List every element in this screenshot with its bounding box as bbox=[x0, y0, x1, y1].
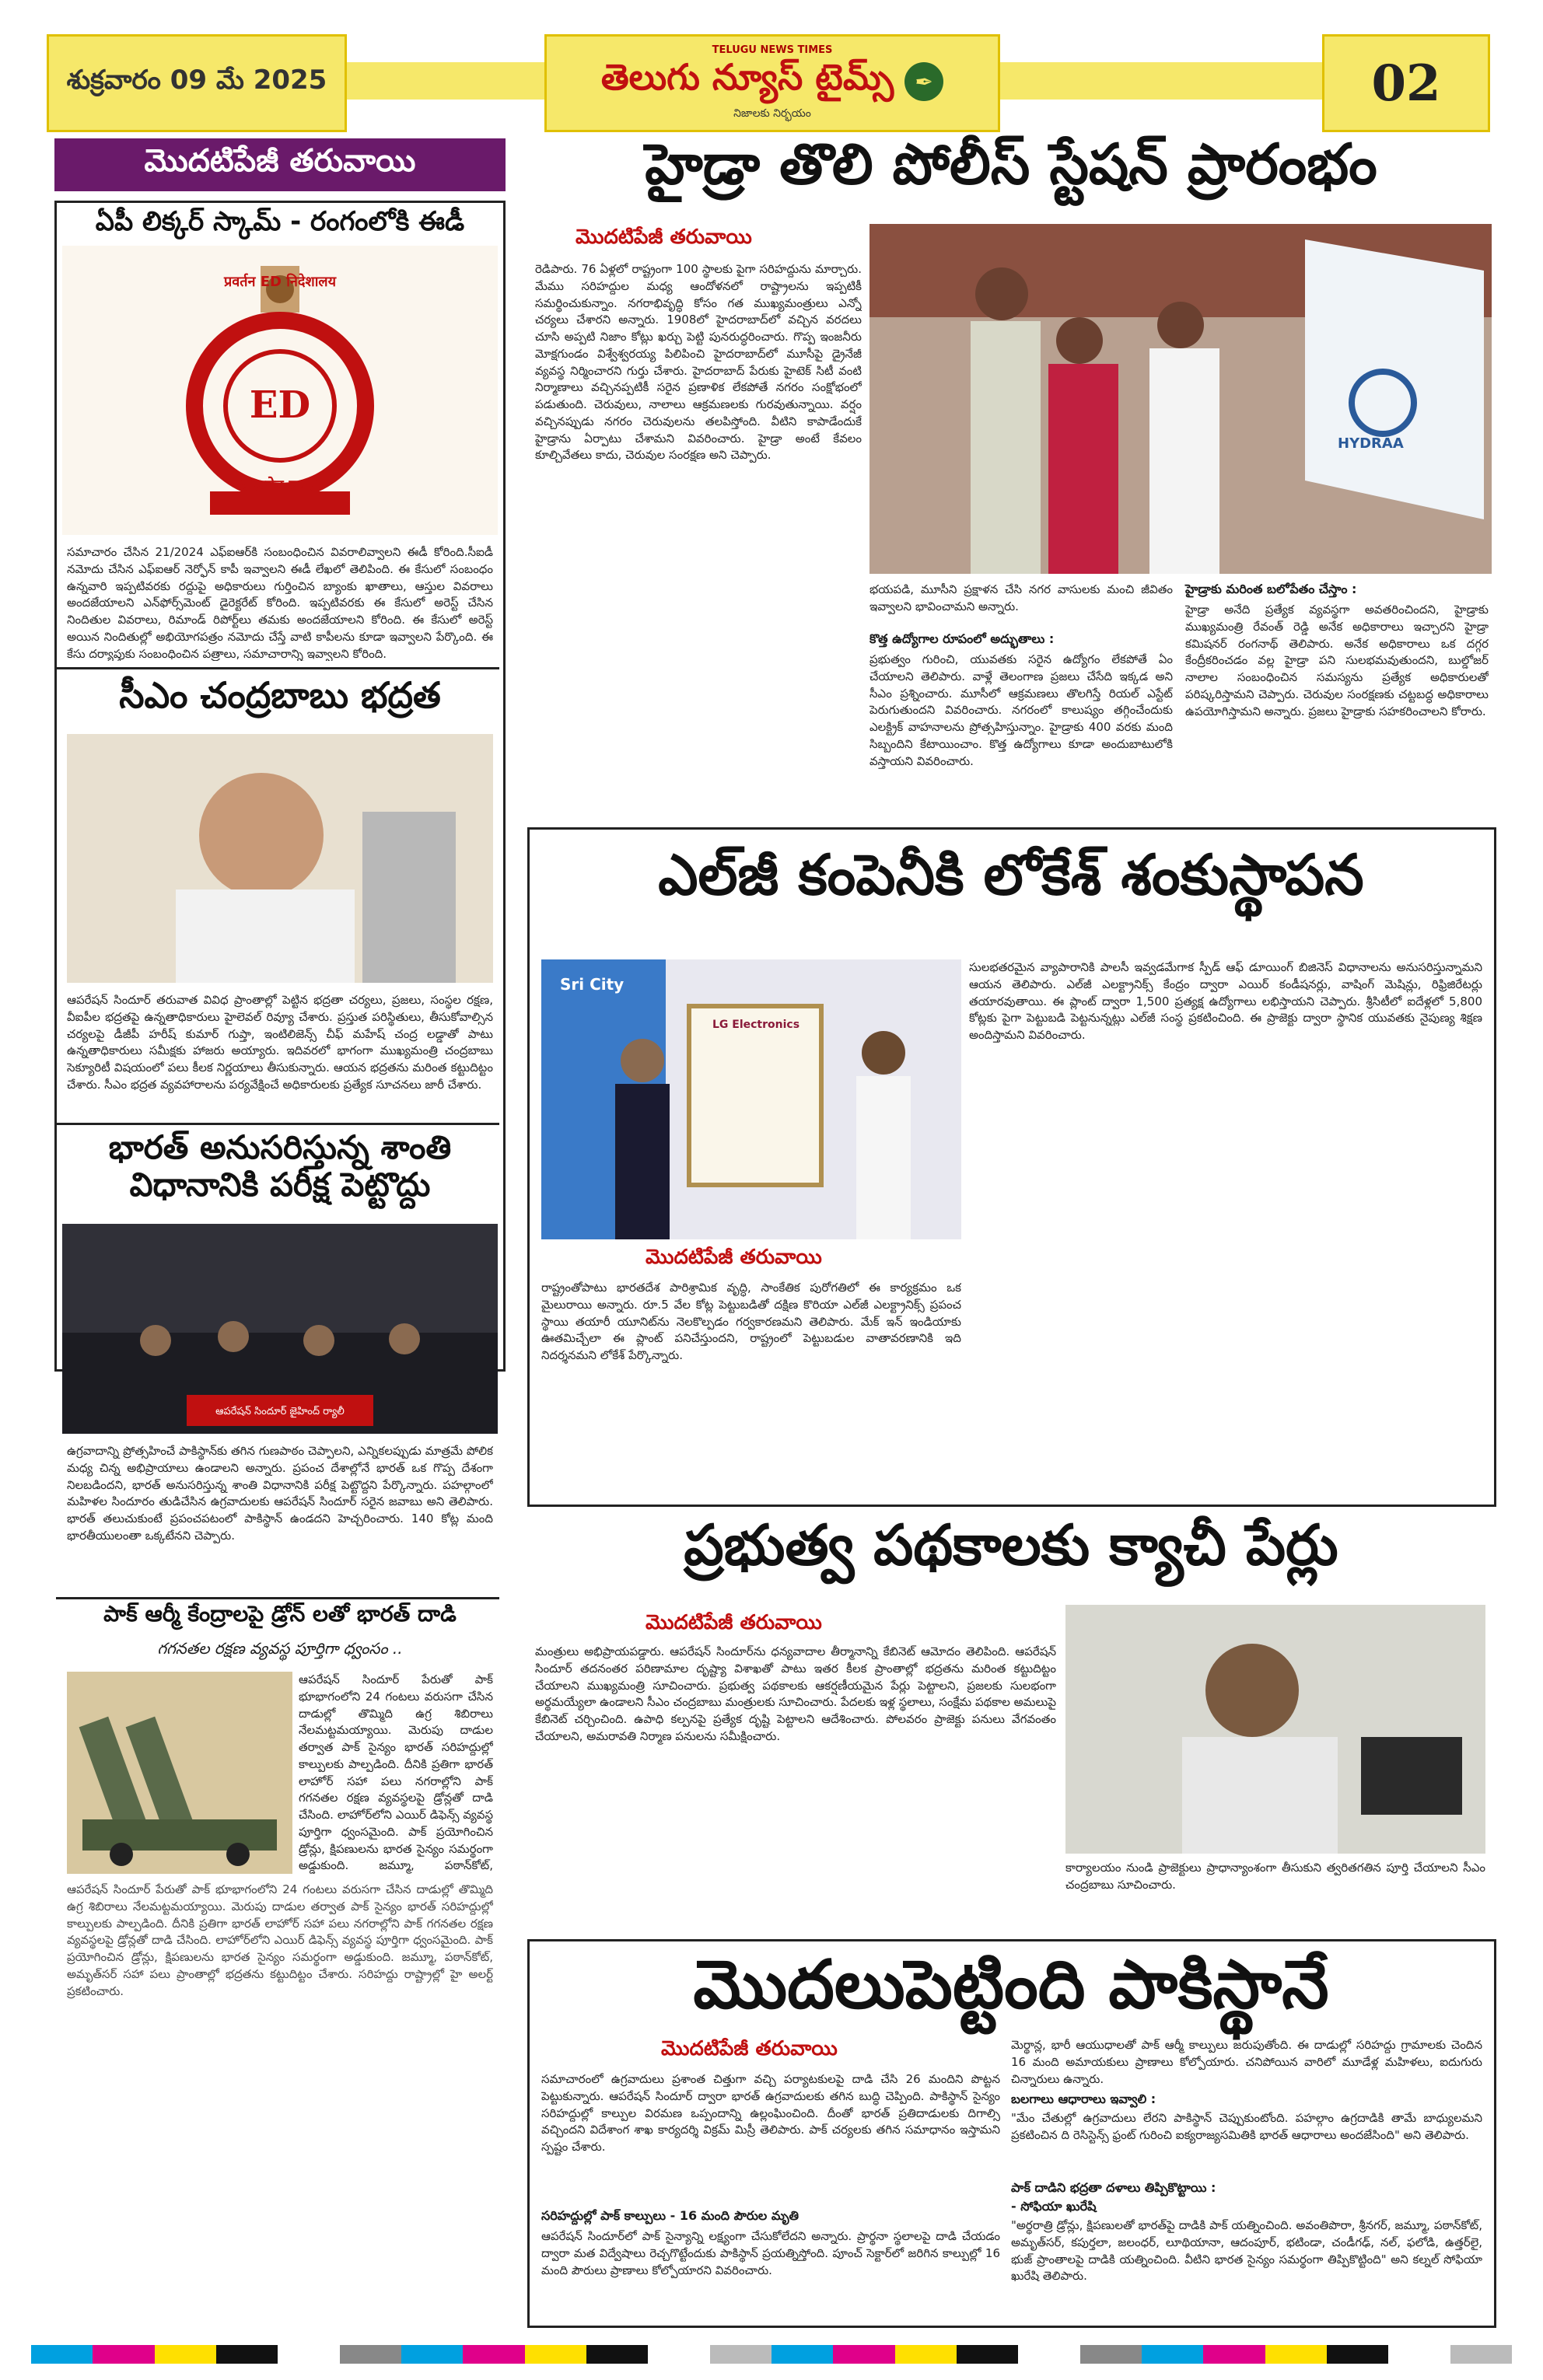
story-headline: ప్రభుత్వ పథకాలకు క్యాచీ పేర్లు bbox=[684, 1512, 1338, 1578]
photo-caption: ఆపరేషన్ సిందూర్ జైహింద్ ర్యాలీ bbox=[215, 1406, 345, 1417]
section-tag: మొదటిపేజీ తరువాయి bbox=[54, 138, 506, 191]
story-subhead: - సోఫియా ఖురేషి bbox=[1011, 2199, 1097, 2214]
story-subhead: పాక్ దాడిని భద్రతా దళాలు తిప్పికొట్టాయి : bbox=[1011, 2180, 1216, 2195]
story-headline: ఏపీ లిక్కర్ స్కామ్ - రంగంలోకి ఈడీ bbox=[95, 206, 465, 237]
logo-english: TELUGU NEWS TIMES bbox=[712, 44, 833, 56]
divider bbox=[56, 1123, 499, 1125]
masthead-logo bbox=[544, 34, 1000, 132]
missile-photo bbox=[67, 1672, 292, 1874]
divider bbox=[56, 1597, 499, 1599]
rally-photo bbox=[62, 1224, 498, 1434]
continued-label: మొదటిపేజీ తరువాయి bbox=[576, 225, 752, 249]
hydraa-flag-text: HYDRAA bbox=[1338, 435, 1404, 452]
story-headline: హైడ్రా తొలి పోలీస్ స్టేషన్ ప్రారంభం bbox=[645, 131, 1377, 197]
svg-text:ED: ED bbox=[249, 383, 311, 427]
continued-label: మొదటిపేజీ తరువాయి bbox=[661, 2037, 838, 2060]
story-body: "అర్థరాత్రి డ్రోన్లు, క్షిపణులతో భారత్‌పై దాడికి పాక్ యత్నించింది. అవంతిపొరా, శ్రీనగర్, జమ్మూ, పఠాన్‌కోట్, అమృత్‌సర్, కపుర్తలా, జలంధర్, లూథియానా, ఆదంపూర్, భటిండా, చండీగఢ్, నల్, ఫలోడి, ఉత్తర్‌లై, భుజ్ ప్రాంతాలపై దాడికి యత్నించింది. వీటిని భారత సైన్యం సమర్థంగా తిప్పికొట్టింది" అని కల్నల్ సోఫియా ఖురేషి తెలిపారు. bbox=[1011, 2218, 1482, 2284]
story-body: రెడిపారు. 76 ఏళ్లలో రాష్ట్రంగా 100 స్థాలకు పైగా సరిహద్దును మార్చారు. మేము సరిహద్దుల మధ్య ఆందోళనలో రాష్ట్రాలను ఇప్పటికీ సమర్థించుకున్నాం. నగరాభివృద్ధి కోసం గత ముఖ్యమంత్రులు ఎన్నో చర్యలు చేశారని అన్నారు. 1908లో హైదరాబాద్‌లో వచ్చిన వరదలు చూసి అప్పటి నిజాం కోట్లు ఖర్చు పెట్టి పునరుద్ధరించారు. గొప్ప ఇంజనీరు మోక్షగుండం విశ్వేశ్వరయ్య పిలిపించి హైదరాబాద్‌లో మూసీపై డ్రైనేజీ వ్యవస్థ నిర్మించారని గుర్తు చేశారు. హైదరాబాద్ పేరుకు హైటెక్ సిటీ వంటి నిర్మాణాలు వచ్చినప్పటికీ సరైన ప్రణాళిక లేకపోతే నగరం సంక్షోభంలో పడుతుంది. చెరువులు, నాలాలు ఆక్రమణలకు గురవుతున్నాయి. వర్షం వచ్చినప్పుడు నగరం చెరువులను తలపిస్తోంది. వీటిని కాపాడేందుకే హైడ్రాను ఏర్పాటు చేశామని వివరించారు. హైడ్రా అంటే కేవలం కూల్చివేతలు కాదు, చెరువుల సంరక్షణ అని చెప్పారు. bbox=[535, 262, 862, 463]
story-subhead: బలగాలు ఆధారాలు ఇవ్వాలి : bbox=[1011, 2092, 1156, 2106]
meeting-scene-icon bbox=[1065, 1605, 1485, 1854]
story-body: సమాచారం చేసిన 21/2024 ఎఫ్‌ఐఆర్‌కి సంబంధించిన వివరాలివ్వాలని ఈడీ కోరింది.సీఐడీ నమోదు చేసిన ఎఫ్‌ఐఆర్‌ నెర్ఫోన్‌ కాపీ ఇవ్వాలని ఈడీ లేఖలో తెలిపింది. ఈ కేసులో సంబంధం ఉన్నవారి ఇప్పటివరకు రద్దుపై అధికారులు గుర్తించిన బ్యాంకు ఖాతాలు, ఆస్తుల వివరాలు అందజేయాలని ఎన్‌ఫోర్స్‌మెంట్ డైరెక్టరేట్ కోరింది. ఇప్పటివరకు ఈ కేసులో అరెస్ట్ చేసిన నిందితుల వివరాలు, రిమాండ్ రిపోర్ట్‌లు తమకు అందజేయాలని కోరింది. ఈ కేసులో అరెస్ట్ అయిన నిందితుల్లో అభియోగపత్రం నమోదు చేస్తే వాటి కాపీలను కూడా ఇవ్వాలని పేర్కొంది. ఈ కేసు దర్యాప్తుకు సంబంధించిన పత్రాలు, సమాచారాన్ని ఇవ్వాలని కోరింది. bbox=[67, 545, 493, 661]
person-icon bbox=[67, 734, 493, 983]
header-strip-left bbox=[342, 62, 544, 100]
emblem-text: प्रवर्तन ED निदेशालय bbox=[223, 274, 337, 290]
story-body: ఆపరేషన్ సిందూర్ పేరుతో పాక్ భూభాగంలోని 24 గంటలు వరుసగా చేసిన దాడుల్లో తొమ్మిది ఉగ్ర శిబిరాలు నేలమట్టమయ్యాయి. మెరుపు దాడుల తర్వాత పాక్ సైన్యం భారత్ సరిహద్దుల్లో కాల్పులకు పాల్పడింది. దీనికి ప్రతిగా భారత్ లాహోర్ సహా పలు నగరాల్లోని పాక్ గగనతల రక్షణ వ్యవస్థలపై డ్రోన్లతో దాడి చేసింది. లాహోర్‌లోని ఎయిర్ డిఫెన్స్ వ్యవస్థ పూర్తిగా ధ్వంసమైంది. పాక్ ప్రయోగించిన డ్రోన్లు, క్షిపణులను భారత సైన్యం సమర్థంగా అడ్డుకుంది. జమ్మూ, పఠాన్‌కోట్, bbox=[299, 1672, 493, 1873]
cm-photo bbox=[67, 734, 493, 983]
story-headline: మొదలుపెట్టింది పాకిస్థానే bbox=[693, 1946, 1329, 2024]
logo-title: తెలుగు న్యూస్ టైమ్స్ bbox=[600, 56, 894, 98]
minister-photo bbox=[1065, 1605, 1485, 1854]
story-body: సులభతరమైన వ్యాపారానికి పాలసీ ఇవ్వడమేగాక స్పీడ్ ఆఫ్ డూయింగ్ బిజినెస్ విధానాలను అనుసరిస్తున్నామని ఆయన తెలిపారు. ఎల్‌జీ ఎలక్ట్రానిక్స్ కేంద్రం ద్వారా ఎయిర్ కండీషనర్లు, వాషింగ్ మెషిన్లు, రిఫ్రిజిరేటర్లు తయారవుతాయి. ఈ ప్లాంట్ ద్వారా 1,500 ప్రత్యక్ష ఉద్యోగాలు లభిస్తాయని చెప్పారు. శ్రీసిటీలో ఐదేళ్లలో 5,800 కోట్లకు పైగా పెట్టుబడి పెట్టనున్నట్లు ఎల్‌జీ సంస్థ ప్రకటించింది. ఈ ప్రాజెక్టు ద్వారా స్థానిక యువతకు నైపుణ్య శిక్షణ అందిస్తామని వివరించారు. bbox=[969, 960, 1482, 1042]
inauguration-scene-icon bbox=[869, 224, 1492, 574]
continued-label: మొదటిపేజీ తరువాయి bbox=[646, 1611, 822, 1634]
story-headline: భారత్ అనుసరిస్తున్న శాంతి విధానానికి పరీక్ష పెట్టొద్దు bbox=[108, 1128, 452, 1204]
story-headline: సీఎం చంద్రబాబు భద్రత bbox=[119, 674, 441, 716]
missile-launcher-icon bbox=[67, 1672, 292, 1874]
story-subhead: గగనతల రక్షణ వ్యవస్థ పూర్తిగా ధ్వంసం .. bbox=[157, 1639, 403, 1658]
story-body: "మేం చేతుల్లో ఉగ్రవాదులు లేరని పాకిస్థాన్ చెప్పుకుంటోంది. పహల్గాం ఉగ్రదాడికి తామే బాధ్యులమని ప్రకటించిన ది రెసిస్టెన్స్ ఫ్రంట్ గురించి ఐక్యరాజ్యసమితికి భారత్ ఆధారాలు అందజేసింది" అని తెలిపారు. bbox=[1011, 2111, 1482, 2142]
logo-tagline: నిజాలకు నిర్భయం bbox=[733, 107, 811, 120]
emblem-motto: सत्यमेव जयते bbox=[241, 476, 319, 495]
story-body: ఉగ్రవాదాన్ని ప్రోత్సహించే పాకిస్థాన్‌కు తగిన గుణపాఠం చెప్పాలని, ఎన్నికలప్పుడు మాత్రమే పోలిక మధ్య చిన్న అభిప్రాయాలు ఉండాలని అన్నారు. ప్రపంచ దేశాల్లోనే భారత్ ఒక గొప్ప దేశంగా నిలబడిందని, భారత్ అనుసరిస్తున్న శాంతి విధానానికి పరీక్ష పెట్టొద్దని పేర్కొన్నారు. పహల్గాంలో మహిళల సిందూరం తుడిచేసిన ఉగ్రవాదులకు ఆపరేషన్ సిందూర్ సరైన జవాబు అని తెలిపారు. భారత్ తలుచుకుంటే ప్రపంచపటంలో పాకిస్థాన్ ఉండదని హెచ్చరించారు. 140 కోట్ల మంది భారతీయులంతా ఒక్కటేనని చెప్పారు. bbox=[67, 1444, 493, 1543]
issue-date: శుక్రవారం 09 మే 2025 bbox=[47, 34, 347, 132]
plaque-text: LG Electronics bbox=[712, 1019, 800, 1031]
print-color-bar bbox=[31, 2345, 1512, 2364]
lg-ceremony-photo bbox=[541, 959, 961, 1239]
inauguration-photo bbox=[869, 224, 1492, 574]
story-subhead: హైడ్రాకు మరింత బలోపేతం చేస్తాం : bbox=[1185, 582, 1357, 596]
story-body: రాష్ట్రంతోపాటు భారతదేశ పారిశ్రామిక వృద్ధి, సాంకేతిక పురోగతిలో ఈ కార్యక్రమం ఒక మైలురాయి అన్నారు. రూ.5 వేల కోట్ల పెట్టుబడితో దక్షిణ కొరియా ఎల్‌జీ ఎలక్ట్రానిక్స్ ప్రపంచ స్థాయి తయారీ యూనిట్‌ను నెలకొల్పడం గర్వకారణమని తెలిపారు. మేక్ ఇన్ ఇండియాకు ఊతమిచ్చేలా ఈ ప్లాంట్ పనిచేస్తుందని, రాష్ట్రంలో పెట్టుబడుల వాతావరణానికి ఇది నిదర్శనమని లోకేశ్ పేర్కొన్నారు. bbox=[541, 1281, 961, 1362]
crowd-icon bbox=[62, 1224, 498, 1434]
story-body-continued: ఆపరేషన్ సిందూర్ పేరుతో పాక్ భూభాగంలోని 24 గంటలు వరుసగా చేసిన దాడుల్లో తొమ్మిది ఉగ్ర శిబిరాలు నేలమట్టమయ్యాయి. మెరుపు దాడుల తర్వాత పాక్ సైన్యం భారత్ సరిహద్దుల్లో కాల్పులకు పాల్పడింది. దీనికి ప్రతిగా భారత్ లాహోర్ సహా పలు నగరాల్లోని పాక్ గగనతల రక్షణ వ్యవస్థలపై డ్రోన్లతో దాడి చేసింది. లాహోర్‌లోని ఎయిర్ డిఫెన్స్ వ్యవస్థ పూర్తిగా ధ్వంసమైంది. పాక్ ప్రయోగించిన డ్రోన్లు, క్షిపణులను భారత సైన్యం సమర్థంగా అడ్డుకుంది. జమ్మూ, పఠాన్‌కోట్, అమృత్‌సర్ సహా పలు ప్రాంతాల్లో భద్రతను కట్టుదిట్టం చేశారు. సరిహద్దు రాష్ట్రాల్లో హై అలర్ట్ ప్రకటించారు. bbox=[67, 1882, 493, 1998]
ceremony-scene-icon bbox=[541, 959, 961, 1239]
story-headline: ఎల్‌జీ కంపెనీకి లోకేశ్ శంకుస్థాపన bbox=[658, 842, 1364, 907]
story-body: ప్రభుత్వం గురించి, యువతకు సరైన ఉద్యోగం లేకపోతే ఏం చేయాలని తెలిపారు. వాళ్లే తెలంగాణ ప్రజలు చేసేది ఇక్కడ అని సీఎం ప్రశ్నించారు. మూసీలో ఆక్రమణలు తొలగిస్తే రియల్ ఎస్టేట్ పెరుగుతుందని వివరించారు. నగరంలో కాలుష్యం తగ్గించేందుకు ఎలక్ట్రిక్ వాహనాలను ప్రోత్సహిస్తున్నాం. హైడ్రాకు 400 వరకు మంది సిబ్బందిని కేటాయించాం. కొత్త ఉద్యోగాలు కూడా అందుబాటులోకి వస్తాయని వివరించారు. bbox=[869, 652, 1173, 768]
story-subhead: కొత్త ఉద్యోగాల రూపంలో అద్భుతాలు : bbox=[869, 631, 1055, 646]
story-body: హైడ్రా అనేది ప్రత్యేక వ్యవస్థగా అవతరించిందని, హైడ్రాకు ముఖ్యమంత్రి రేవంత్ రెడ్డి అనేక అధికారాలు ఇచ్చారని హైడ్రా కమిషనర్ రంగనాథ్ తెలిపారు. అనేక అధికారాలు ఒక దగ్గర కేంద్రీకరించడం వల్ల హైడ్రా పని సులభమవుతుందని, బుల్డోజర్ నాలాల సంబంధించిన సమస్యను ప్రత్యేక అధికారులతో పరిష్కరిస్తామని చెప్పారు. చెరువుల సంరక్షణకు చట్టబద్ధ అధికారాలు ఉపయోగిస్తామని అన్నారు. ప్రజలు హైడ్రాకు సహకరించాలని కోరారు. bbox=[1185, 603, 1489, 718]
pen-icon: ✒ bbox=[904, 62, 943, 101]
page-number: 02 bbox=[1322, 34, 1490, 132]
continued-label: మొదటిపేజీ తరువాయి bbox=[646, 1246, 822, 1269]
story-body: సమాచారంలో ఉగ్రవాదులు ప్రశాంత చిత్తుగా వచ్చి పర్యాటకులపై దాడి చేసి 26 మందిని పొట్టన పెట్టుకున్నారు. ఆపరేషన్ సిందూర్ ద్వారా భారత్ ఉగ్రవాదులకు తగిన బుద్ధి చెప్పింది. పాకిస్థాన్ సైన్యం సరిహద్దుల్లో కాల్పుల విరమణ ఒప్పందాన్ని ఉల్లంఘించింది. దీంతో భారత్ ప్రతిదాడులకు దిగాల్సి వచ్చిందని విదేశాంగ శాఖ కార్యదర్శి విక్రమ్ మిస్రీ తెలిపారు. పాక్ చర్యలకు తగిన సమాధానం ఇస్తామని స్పష్టం చేశారు. bbox=[541, 2072, 1000, 2154]
header-strip-right bbox=[995, 62, 1322, 100]
story-body: మంత్రులు అభిప్రాయపడ్డారు. ఆపరేషన్ సిందూర్‌ను ధన్యవాదాల తీర్మానాన్ని కేబినెట్ ఆమోదం తెలిపింది. ఆపరేషన్ సిందూర్ తదనంతర పరిణామాల దృష్ట్యా విశాఖతో పాటు ఇతర కీలక ప్రాంతాల్లో భద్రతను మరింత కట్టుదిట్టం చేయాలని ముఖ్యమంత్రి సూచించారు. ప్రభుత్వ పథకాలకు ఆకర్షణీయమైన పేర్లు పెట్టాలని, ప్రజలకు సులభంగా అర్థమయ్యేలా ఉండాలని సీఎం చంద్రబాబు మంత్రులకు సూచించారు. పేదలకు ఇళ్ల స్థలాలు, సంక్షేమ పథకాల అమలుపై కేబినెట్ చర్చించింది. ఉపాధి కల్పనపై ప్రత్యేక దృష్టి పెట్టాలని ఆదేశించారు. పోలవరం ప్రాజెక్టు పనులు వేగవంతం చేయాలని, అమరావతి నిర్మాణ పనులను సమీక్షించారు. bbox=[535, 1644, 1056, 1743]
story-body: ఆపరేషన్ సిందూర్‌లో పాక్ సైన్యాన్ని లక్ష్యంగా చేసుకోలేదని అన్నారు. ప్రార్థనా స్థలాలపై దాడి చేయడం ద్వారా మత విద్వేషాలు రెచ్చగొట్టేందుకు పాకిస్థాన్ ప్రయత్నిస్తోంది. పూంచ్ సెక్టార్‌లో జరిగిన కాల్పుల్లో 16 మంది పౌరులు ప్రాణాలు కోల్పోయారని వివరించారు. bbox=[541, 2229, 1000, 2277]
photo-caption: కార్యాలయం నుండి ప్రాజెక్టులు ప్రాధాన్యాంశంగా తీసుకుని త్వరితగతిన పూర్తి చేయాలని సీఎం చంద్రబాబు సూచించారు. bbox=[1065, 1861, 1485, 1892]
divider bbox=[56, 667, 499, 669]
story-body: భయపడి, మూసీని ప్రక్షాళన చేసి నగర వాసులకు మంచి జీవితం ఇవ్వాలని భావించామని అన్నారు. bbox=[869, 582, 1173, 613]
story-body: ఆపరేషన్ సిందూర్ తరువాత వివిధ ప్రాంతాల్లో పెట్టిన భద్రతా చర్యలు, ప్రజలు, సంస్థల రక్షణ, వీఐపీల భద్రతపై ఉన్నతాధికారులు హైలెవల్ రివ్యూ చేశారు. ప్రస్తుత పరిస్థితులు, తీసుకోవాల్సిన చర్యలపై డీజీపీ హరీష్ కుమార్ గుప్తా, ఇంటిలిజెన్స్ చీఫ్ మహేష్ చంద్ర లడ్డాతో పాటు ఉన్నతాధికారులు సమీక్షకు హాజరు అయ్యారు. ఇదివరలో భాగంగా ముఖ్యమంత్రి చంద్రబాబు సెక్యూరిటీ విషయంలో పలు కీలక నిర్ణయాలు తీసుకున్నారు. ఆయన భద్రతను మరింత కట్టుదిట్టం చేశారు. సీఎం భద్రత వ్యవహారాలను పర్యవేక్షించే అధికారులకు ప్రత్యేక సూచనలు జారీ చేశారు. bbox=[67, 993, 493, 1092]
sricity-banner: Sri City bbox=[560, 975, 625, 994]
story-subhead: సరిహద్దుల్లో పాక్ కాల్పులు - 16 మంది పౌరుల మృతి bbox=[541, 2208, 799, 2223]
story-body: మెర్థాన్ల, భారీ ఆయుధాలతో పాక్ ఆర్మీ కాల్పులు జరుపుతోంది. ఈ దాడుల్లో సరిహద్దు గ్రామాలకు చెందిన 16 మంది అమాయకులు ప్రాణాలు కోల్పోయారు. చనిపోయిన వారిలో మూడేళ్ల మహిళలు, ఐదుగురు చిన్నారులు ఉన్నారు. bbox=[1011, 2038, 1482, 2086]
story-headline: పాక్ ఆర్మీ కేంద్రాలపై డ్రోన్ లతో భారత్ దాడి bbox=[103, 1601, 457, 1627]
